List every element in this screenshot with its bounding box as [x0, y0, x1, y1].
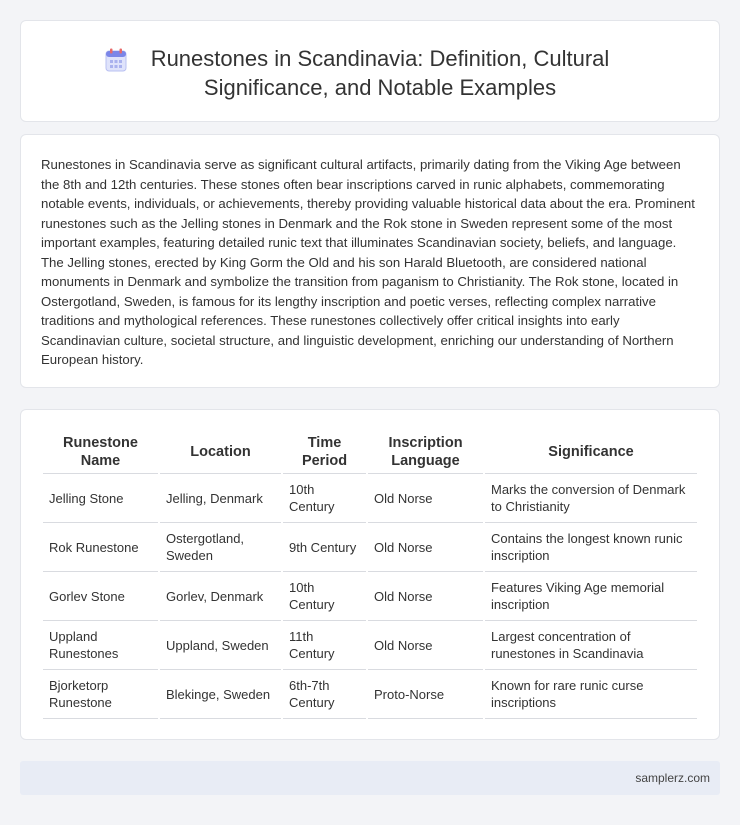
cell-location: Blekinge, Sweden — [160, 670, 281, 719]
cell-significance: Known for rare runic curse inscriptions — [485, 670, 697, 719]
cell-significance: Features Viking Age memorial inscription — [485, 572, 697, 621]
cell-language: Old Norse — [368, 572, 483, 621]
cell-language: Old Norse — [368, 621, 483, 670]
page-title: Runestones in Scandinavia: Definition, Cultural Significance, and Notable Examples — [150, 46, 610, 100]
cell-significance: Marks the conversion of Denmark to Christianity — [485, 474, 697, 523]
header-runestone-name: Runestone Name — [43, 430, 158, 474]
header-significance: Significance — [485, 430, 697, 474]
intro-card — [20, 134, 720, 388]
cell-location: Jelling, Denmark — [160, 474, 281, 523]
cell-location: Ostergotland, Sweden — [160, 523, 281, 572]
table-row — [43, 670, 697, 719]
table-row — [43, 523, 697, 572]
header-inscription-language: Inscription Language — [368, 430, 483, 474]
table-header-row — [43, 430, 697, 474]
cell-location: Gorlev, Denmark — [160, 572, 281, 621]
table-row — [43, 572, 697, 621]
cell-name: Bjorketorp Runestone — [43, 670, 158, 719]
table-row — [43, 621, 697, 670]
cell-period: 6th-7th Century — [283, 670, 366, 719]
cell-language: Old Norse — [368, 523, 483, 572]
cell-name: Jelling Stone — [43, 474, 158, 523]
title-wrap — [21, 44, 719, 102]
table-card — [20, 409, 720, 740]
cell-period: 9th Century — [283, 523, 366, 572]
table-row — [43, 474, 697, 523]
runestone-table — [41, 430, 699, 719]
cell-period: 10th Century — [283, 572, 366, 621]
footer — [20, 761, 720, 795]
cell-name: Gorlev Stone — [43, 572, 158, 621]
cell-period: 10th Century — [283, 474, 366, 523]
cell-period: 11th Century — [283, 621, 366, 670]
title-card — [20, 20, 720, 122]
cell-language: Old Norse — [368, 474, 483, 523]
header-location: Location — [160, 430, 281, 474]
footer-site-link[interactable]: samplerz.com — [635, 771, 710, 785]
cell-significance: Contains the longest known runic inscription — [485, 523, 697, 572]
cell-name: Rok Runestone — [43, 523, 158, 572]
cell-name: Uppland Runestones — [43, 621, 158, 670]
header-time-period: Time Period — [283, 430, 366, 474]
cell-language: Proto-Norse — [368, 670, 483, 719]
cell-significance: Largest concentration of runestones in Scandinavia — [485, 621, 697, 670]
calendar-icon — [105, 48, 127, 72]
cell-location: Uppland, Sweden — [160, 621, 281, 670]
intro-paragraph: Runestones in Scandinavia serve as significant cultural artifacts, primarily dating from the Viking Age between the 8th and 12th centuries. These stones often bear inscriptions carved in runic alphabets, commemorating notable events, individuals, or achievements, thereby providing valuable historical data about the era. Prominent runestones such as the Jelling stones in Denmark and the Rok stone in Sweden represent some of the most important examples, featuring detailed runic text that illuminates Scandinavian society, beliefs, and language. The Jelling stones, erected by King Gorm the Old and his son Harald Bluetooth, are considered national monuments in Denmark and symbolize the transition from paganism to Christianity. The Rok stone, located in Ostergotland, Sweden, is famous for its lengthy inscription and poetic verses, reflecting complex narrative traditions and mythological references. These runestones collectively offer critical insights into early Scandinavian culture, societal structure, and linguistic development, enriching our understanding of Northern European history. — [41, 157, 695, 367]
